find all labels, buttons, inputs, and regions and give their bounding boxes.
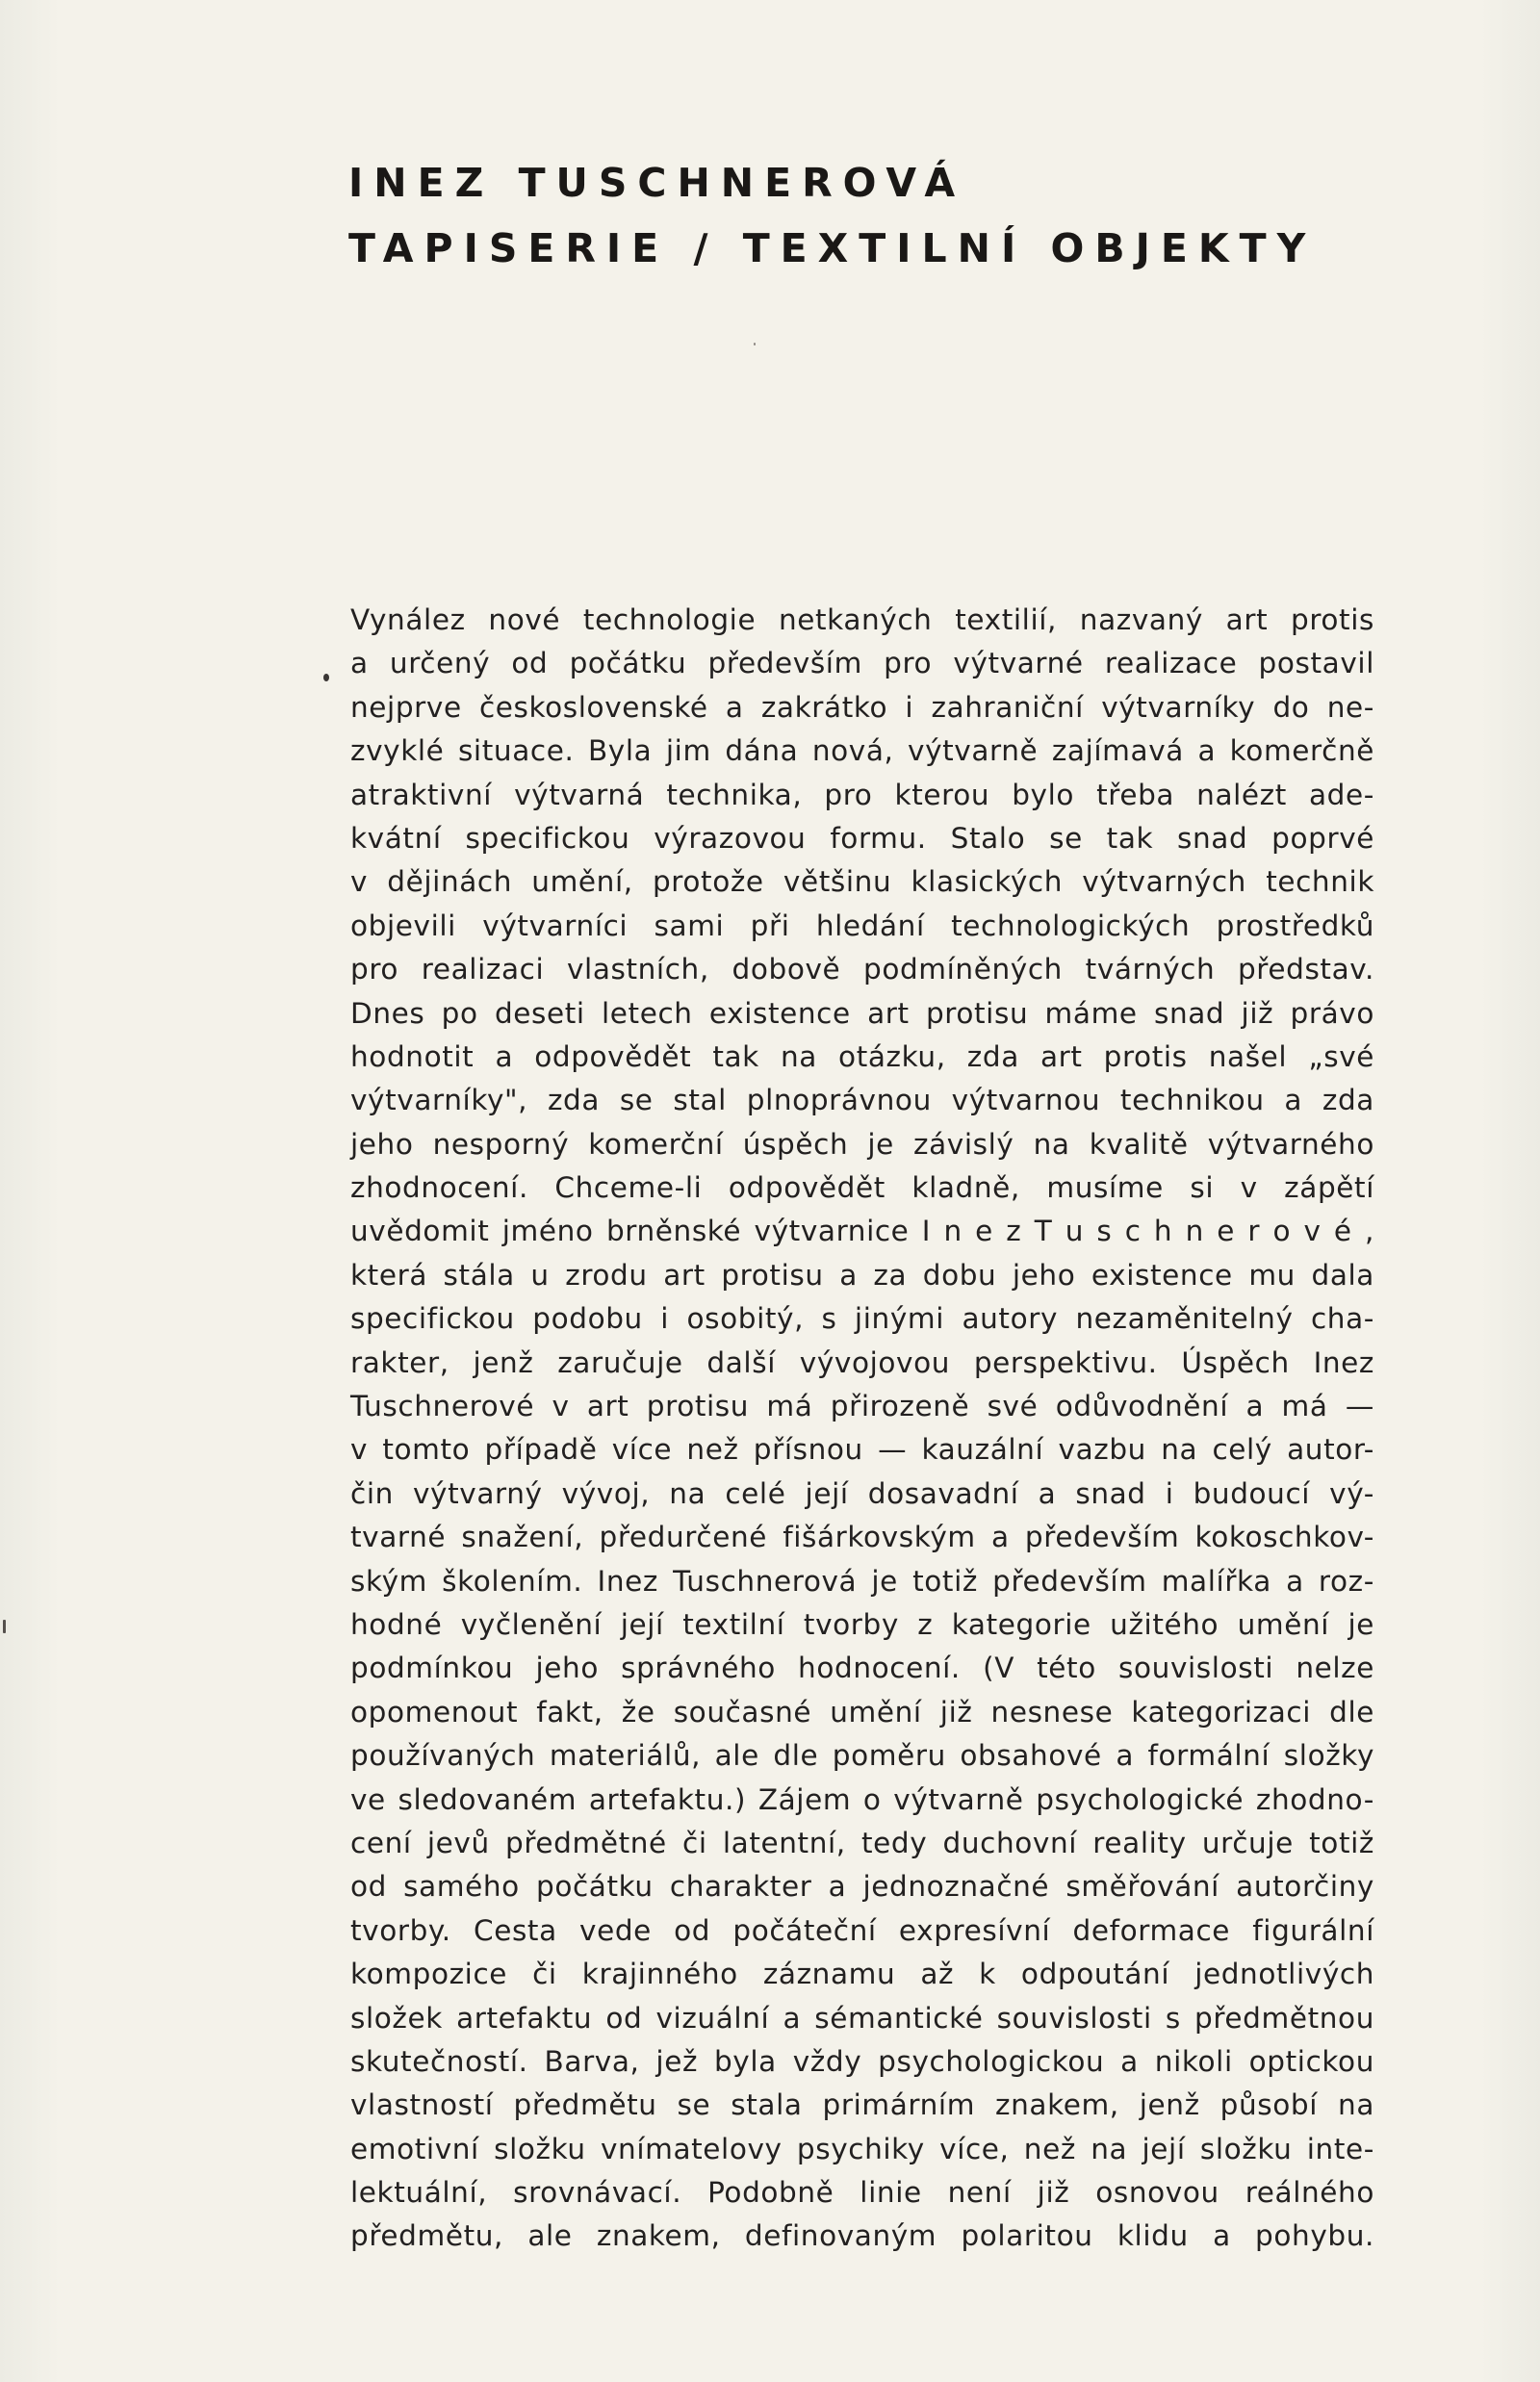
text-line: lektuální, srovnávací. Podobně linie není již osnovou reálného [350, 2176, 1374, 2210]
text-line: od samého počátku charakter a jednoznačné směřování autorčiny [350, 1870, 1374, 1904]
text-line: zhodnocení. Chceme-li odpovědět kladně, musíme si v zápětí [350, 1171, 1374, 1205]
text-line: uvědomit jméno brněnské výtvarnice I n e z T u s c h n e r o v é , [350, 1215, 1374, 1248]
text-line: v tomto případě více než přísnou — kauzální vazbu na celý autor- [350, 1433, 1374, 1467]
text-line: pro realizaci vlastních, dobově podmíněných tvárných představ. [350, 953, 1374, 986]
text-line: kompozice či krajinného záznamu až k odpoutání jednotlivých [350, 1958, 1374, 1991]
text-line: tvarné snažení, předurčené fišárkovským a především kokoschkov- [350, 1521, 1374, 1554]
text-line: specifickou podobu i osobitý, s jinými autory nezaměnitelný cha- [350, 1302, 1374, 1336]
text-line: ve sledovaném artefaktu.) Zájem o výtvarně psychologické zhodno- [350, 1782, 1374, 1816]
text-line: opomenout fakt, že současné umění již nesnese kategorizaci dle [350, 1695, 1374, 1729]
text-line: skutečností. Barva, jež byla vždy psychologickou a nikoli optickou [350, 2044, 1374, 2078]
text-line: hodné vyčlenění její textilní tvorby z kategorie užitého umění je [350, 1607, 1374, 1641]
text-line: nejprve československé a zakrátko i zahraniční výtvarníky do ne- [350, 690, 1374, 724]
ink-speck [323, 674, 329, 681]
page-edge-mark [3, 1620, 6, 1633]
text-line: používaných materiálů, ale dle poměru obsahové a formální složky [350, 1739, 1374, 1773]
text-line: podmínkou jeho správného hodnocení. (V této souvislosti nelze [350, 1652, 1374, 1685]
subtitle-heading: TAPISERIE / TEXTILNÍ OBJEKTY [348, 225, 1317, 271]
text-line: kvátní specifickou výrazovou formu. Stalo se tak snad poprvé [350, 821, 1374, 855]
text-line: objevili výtvarníci sami při hledání technologických prostředků [350, 909, 1374, 942]
text-line: složek artefaktu od vizuální a sémantické souvislosti s předmětnou [350, 2001, 1374, 2035]
text-line: výtvarníky", zda se stal plnoprávnou výtvarnou technikou a zda [350, 1084, 1374, 1117]
text-line: jeho nesporný komerční úspěch je závislý na kvalitě výtvarného [350, 1127, 1374, 1161]
text-line: která stála u zrodu art protisu a za dobu jeho existence mu dala [350, 1258, 1374, 1292]
text-line: hodnotit a odpovědět tak na otázku, zda art protis našel „své [350, 1039, 1374, 1073]
text-line: předmětu, ale znakem, definovaným polaritou klidu a pohybu. [350, 2219, 1374, 2253]
text-line: cení jevů předmětné či latentní, tedy duchovní reality určuje totiž [350, 1826, 1374, 1859]
text-line: Tuschnerové v art protisu má přirozeně své odůvodnění a má — [350, 1390, 1374, 1423]
text-line: Vynález nové technologie netkaných textilií, nazvaný art protis [350, 603, 1374, 636]
text-line: atraktivní výtvarná technika, pro kterou bylo třeba nalézt ade- [350, 778, 1374, 811]
body-paragraph [350, 599, 1374, 2259]
author-heading: INEZ TUSCHNEROVÁ [348, 160, 966, 206]
text-line: zvyklé situace. Byla jim dána nová, výtvarně zajímavá a komerčně [350, 734, 1374, 768]
ink-speck [754, 343, 756, 346]
text-line: Dnes po deseti letech existence art protisu máme snad již právo [350, 996, 1374, 1030]
text-line: ským školením. Inez Tuschnerová je totiž především malířka a roz- [350, 1564, 1374, 1598]
text-line: čin výtvarný vývoj, na celé její dosavadní a snad i budoucí vý- [350, 1476, 1374, 1510]
text-line: vlastností předmětu se stala primárním znakem, jenž působí na [350, 2088, 1374, 2122]
text-line: a určený od počátku především pro výtvarné realizace postavil [350, 647, 1374, 680]
text-line: rakter, jenž zaručuje další vývojovou perspektivu. Úspěch Inez [350, 1345, 1374, 1379]
text-line: tvorby. Cesta vede od počáteční expresívní deformace figurální [350, 1913, 1374, 1947]
text-line: emotivní složku vnímatelovy psychiky více, než na její složku inte- [350, 2132, 1374, 2165]
text-line: v dějinách umění, protože většinu klasických výtvarných technik [350, 865, 1374, 899]
